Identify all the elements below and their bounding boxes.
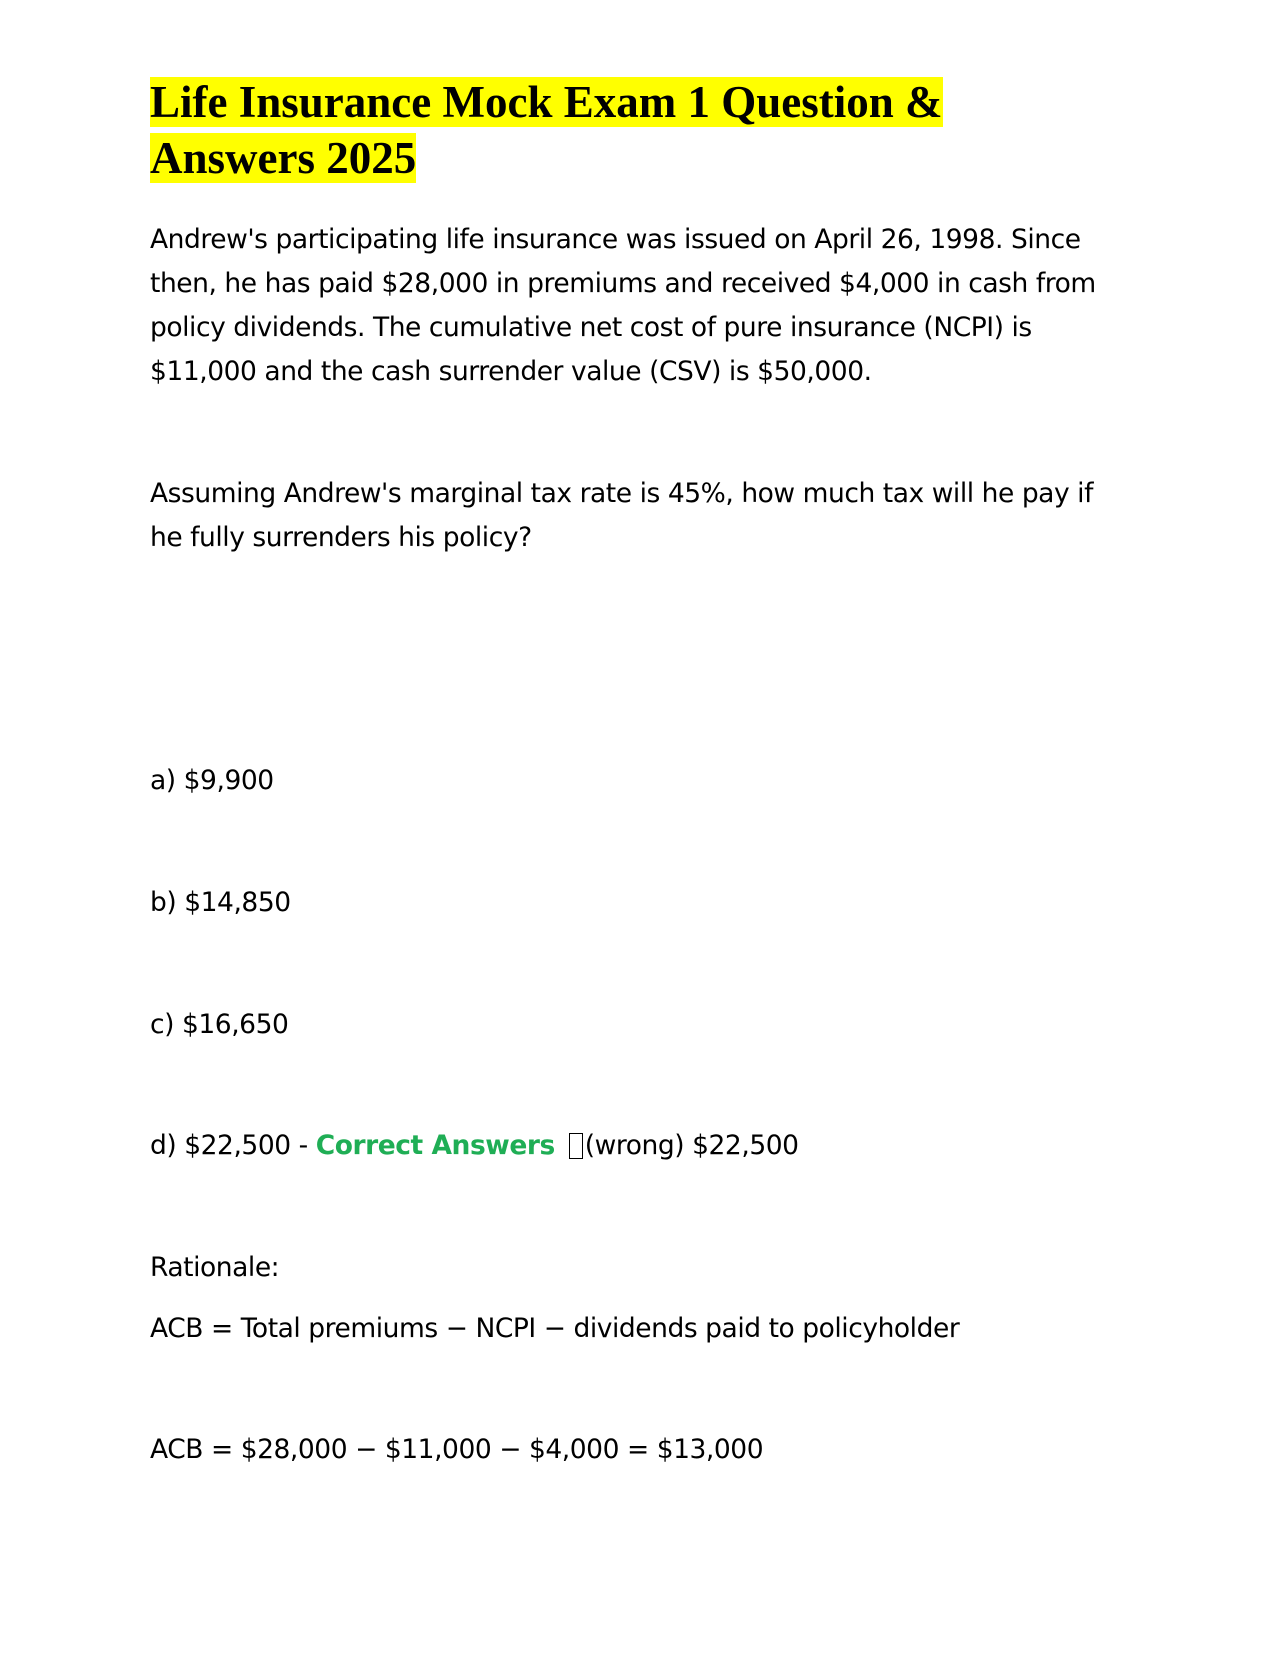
option-a: a) $9,900 — [150, 765, 274, 796]
option-d — [150, 1124, 1130, 1168]
document-page — [150, 0, 1130, 1656]
option-d-prefix: d) $22,500 - — [150, 1130, 316, 1161]
question-intro: Andrew's participating life insurance was issued on April 26, 1998. Since then, he has paid $28,000 in premiums and received $4,000 in cash from policy dividends. The cumulative net cost of pure insurance (NCPI) is $11,000 and the cash surrender value (CSV) is $50,000. — [150, 224, 1096, 387]
title-line-1: Life Insurance Mock Exam 1 Question & — [150, 77, 943, 127]
acb-formula: ACB = Total premiums − NCPI − dividends paid to policyholder — [150, 1313, 960, 1344]
missing-glyph-box-icon — [569, 1133, 583, 1159]
title-line-2: Answers 2025 — [150, 133, 417, 183]
correct-answers-label: Correct Answers — [315, 1130, 555, 1161]
acb-calculation: ACB = $28,000 − $11,000 − $4,000 = $13,000 — [150, 1434, 764, 1465]
option-c: c) $16,650 — [150, 1009, 289, 1040]
option-b: b) $14,850 — [150, 887, 291, 918]
option-d-suffix: (wrong) $22,500 — [584, 1130, 799, 1161]
rationale-label: Rationale: — [150, 1252, 280, 1283]
question-text: Assuming Andrew's marginal tax rate is 45%, how much tax will he pay if he fully surrenders his policy? — [150, 478, 1093, 553]
document-title — [150, 74, 943, 186]
